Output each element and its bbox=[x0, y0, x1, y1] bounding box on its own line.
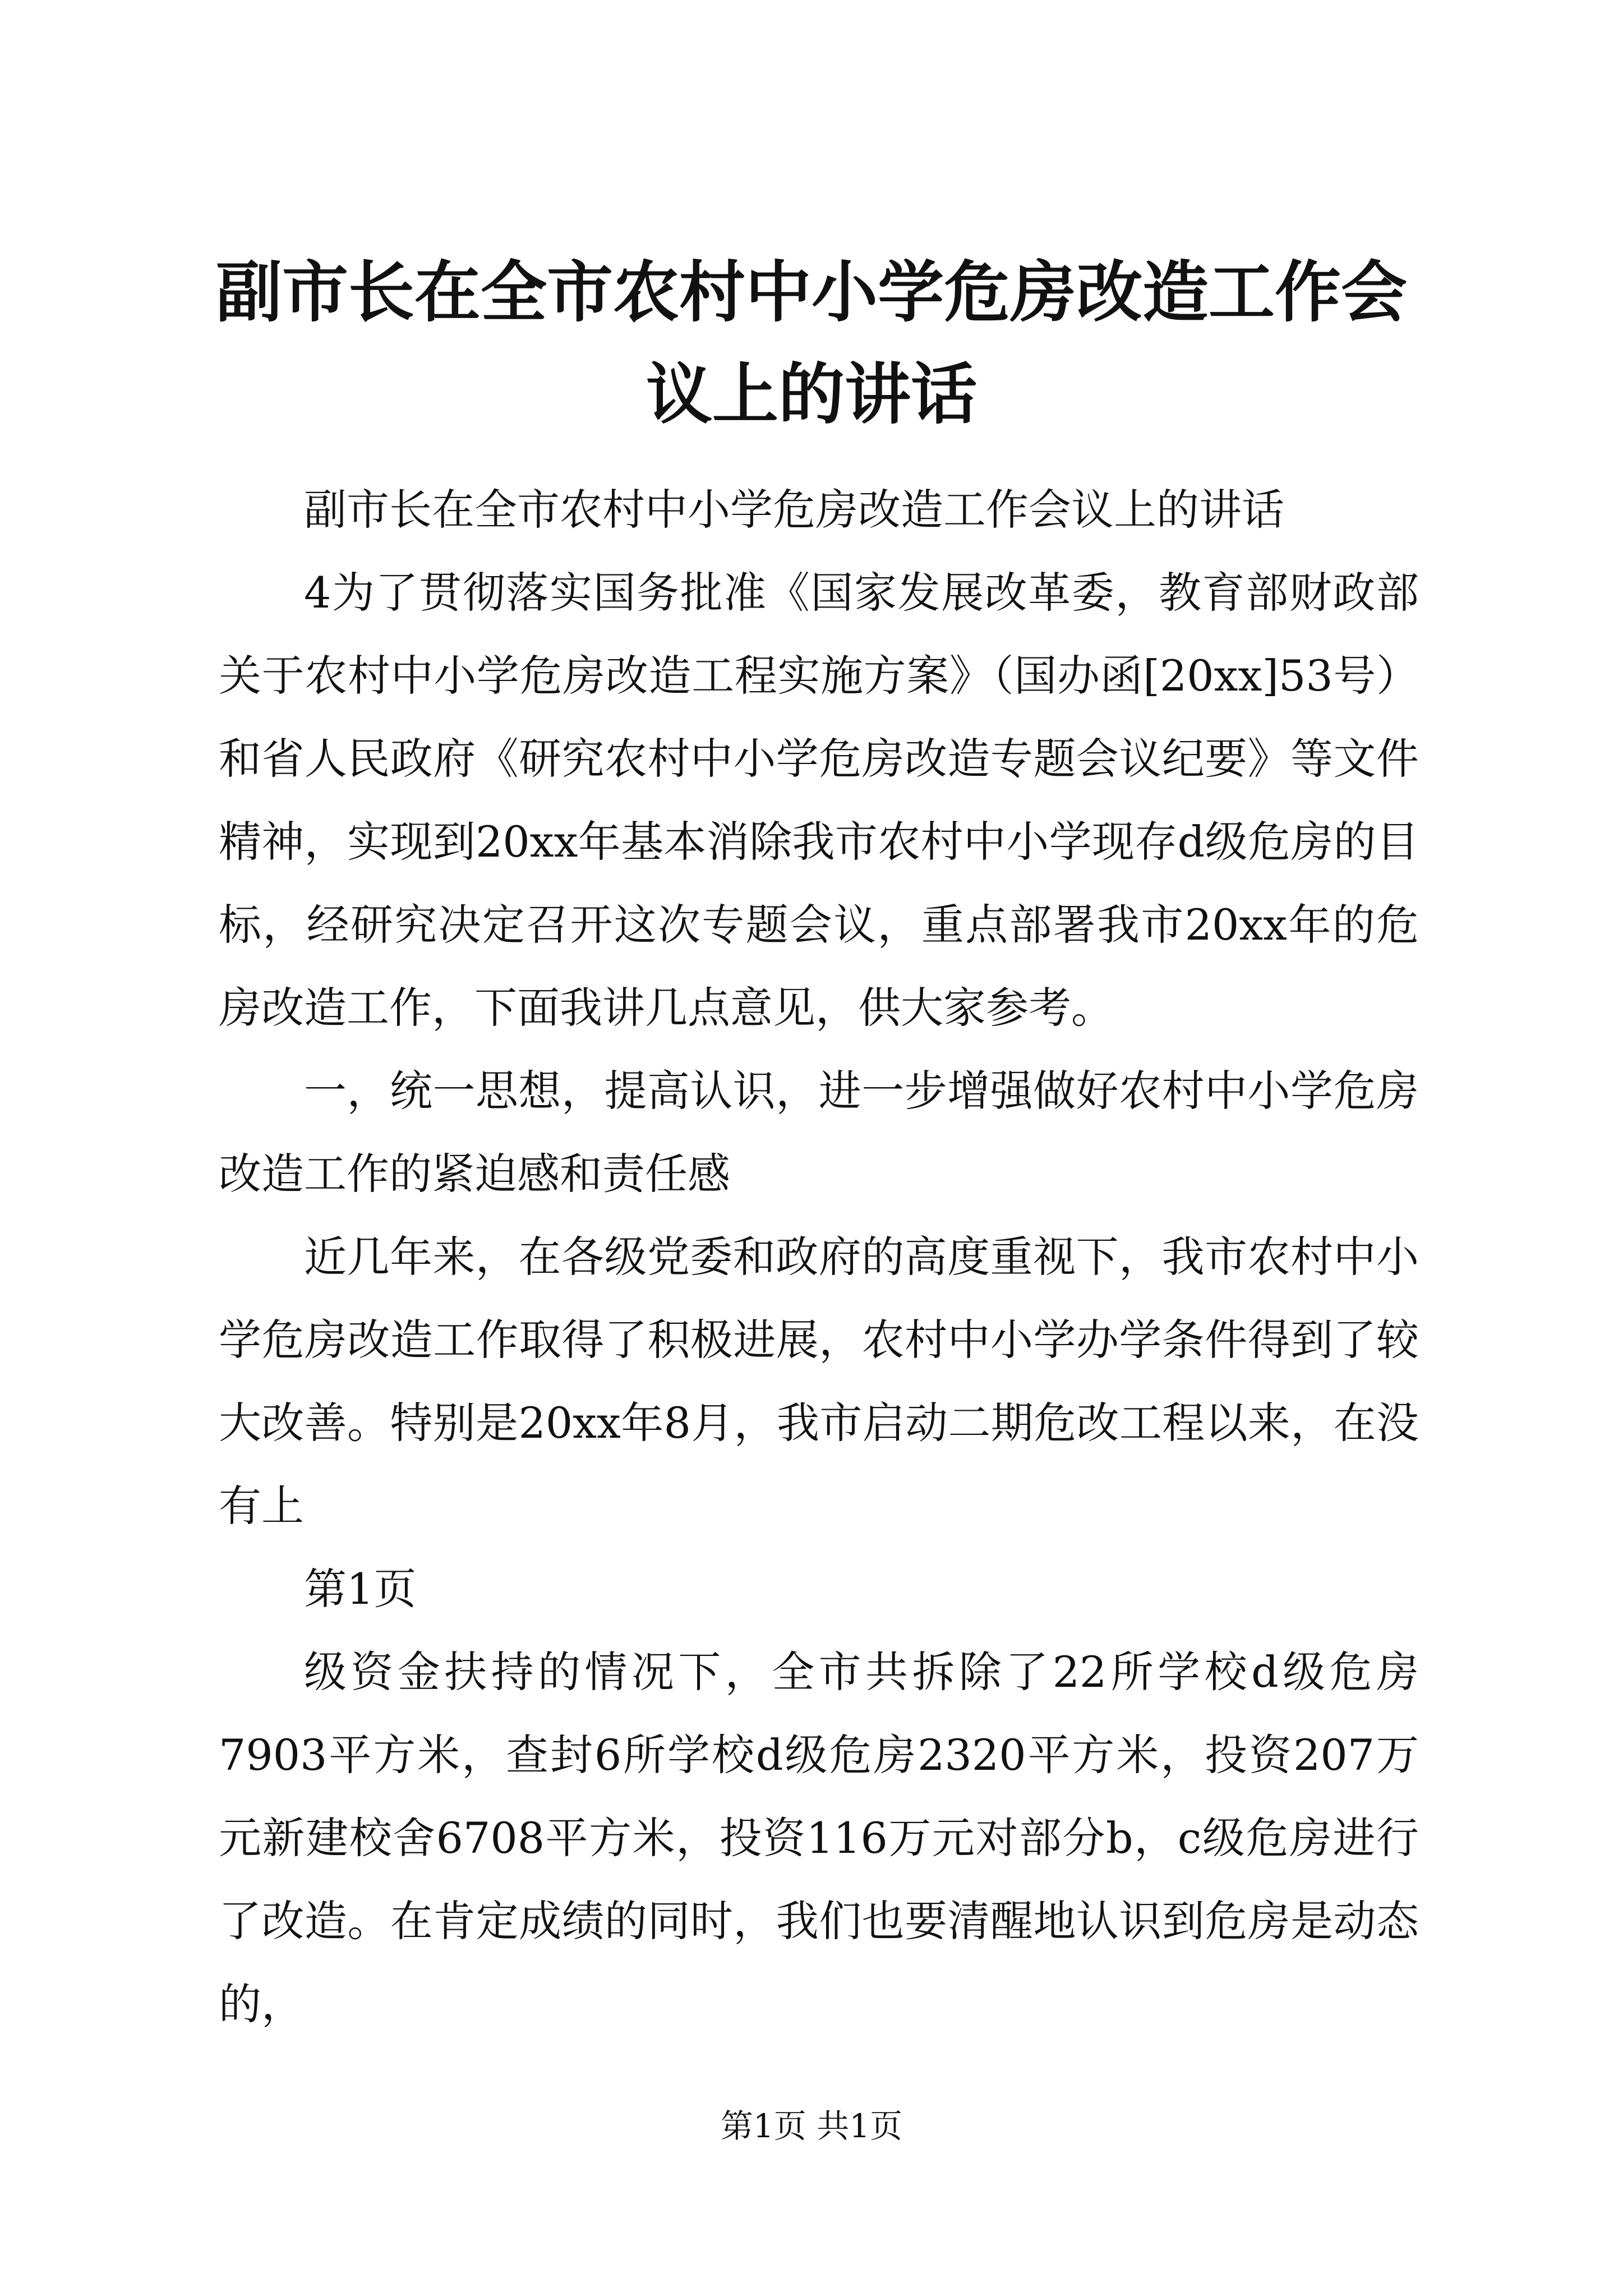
paragraph-subtitle: 副市长在全市农村中小学危房改造工作会议上的讲话 bbox=[304, 485, 1284, 535]
document-body bbox=[219, 468, 1419, 2046]
paragraph-intro: 4为了贯彻落实国务批准《国家发展改革委，教育部财政部关于农村中小学危房改造工程实施方案》（国办函[20xx]53号）和省人民政府《研究农村中小学危房改造专题会议纪要》等文件精神，实现到20xx年基本消除我市农村中小学现存d级危房的目标，经研究决定召开这次专题会议，重点部署我市20xx年的危房改造工作，下面我讲几点意见，供大家参考。 bbox=[219, 568, 1419, 1033]
paragraph-progress: 近几年来，在各级党委和政府的高度重视下，我市农村中小学危房改造工作取得了积极进展，农村中小学办学条件得到了较大改善。特别是20xx年8月，我市启动二期危改工程以来，在没有上 bbox=[219, 1232, 1419, 1531]
paragraph-heading-one: 一，统一思想，提高认识，进一步增强做好农村中小学危房改造工作的紧迫感和责任感 bbox=[219, 1066, 1419, 1199]
page-footer: 第1页 共1页 bbox=[720, 2107, 903, 2145]
document-title: 副市长在全市农村中小学危房改造工作会议上的讲话 bbox=[215, 253, 1407, 433]
paragraph-page-marker: 第1页 bbox=[304, 1564, 417, 1614]
paragraph-results: 级资金扶持的情况下，全市共拆除了22所学校d级危房7903平方米，查封6所学校d级危房2320平方米，投资207万元新建校舍6708平方米，投资116万元对部分b，c级危房进行了改造。在肯定成绩的同时，我们也要清醒地认识到危房是动态的， bbox=[219, 1647, 1419, 2029]
